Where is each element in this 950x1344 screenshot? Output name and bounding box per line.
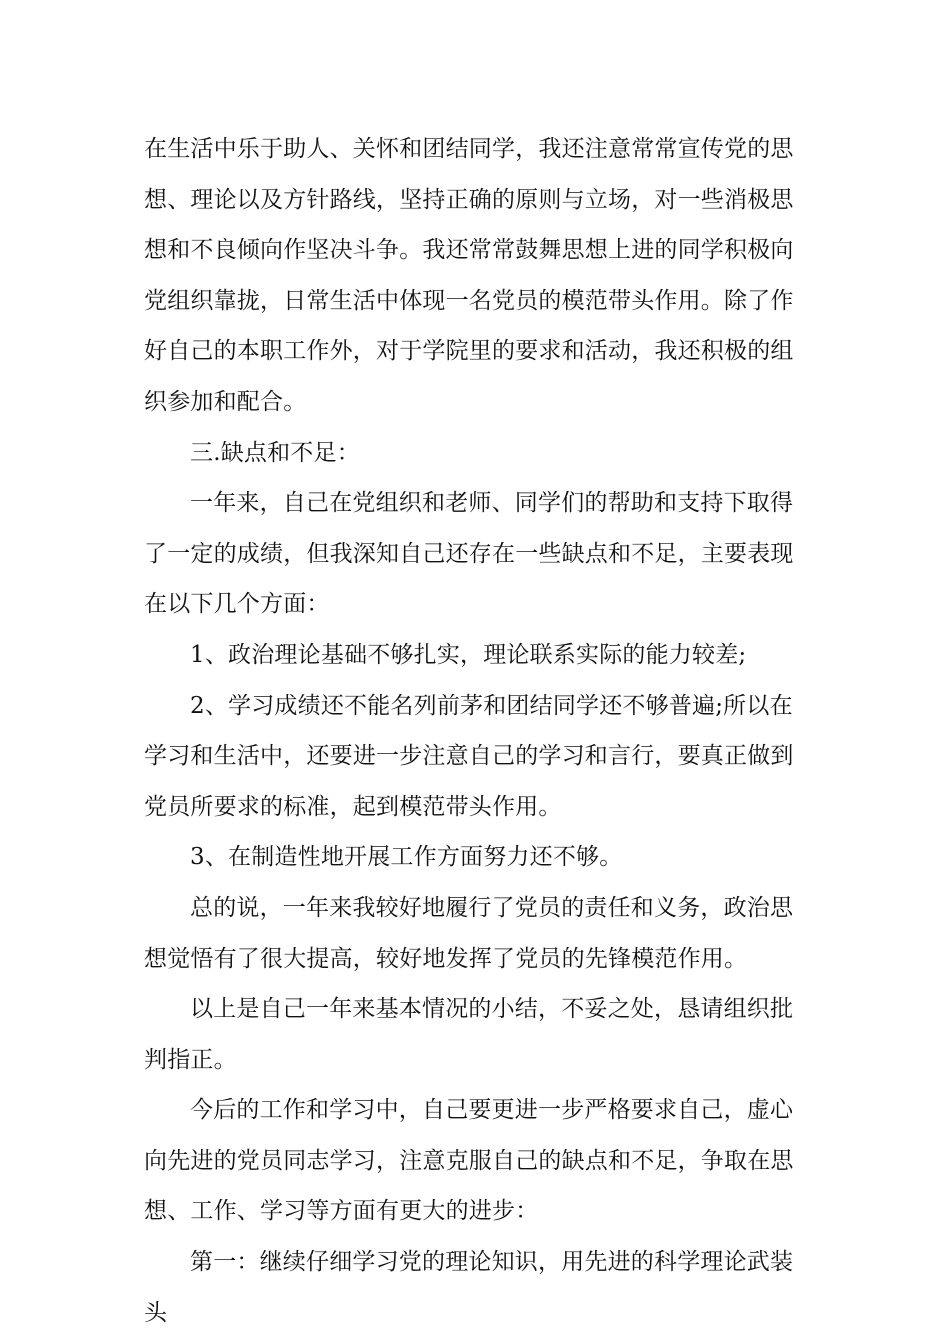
list-item-1: 1、政治理论基础不够扎实，理论联系实际的能力较差; — [190, 641, 747, 668]
list-item-3: 3、在制造性地开展工作方面努力还不够。 — [190, 844, 623, 871]
document-body — [144, 124, 809, 1338]
paragraph-future: 今后的工作和学习中，自己要更进一步严格要求自己，虚心向先进的党员同志学习，注意克服自己的缺点和不足，争取在思想、工作、学习等方面有更大的进步： — [144, 1097, 794, 1225]
paragraph-conclusion: 以上是自己一年来基本情况的小结，不妥之处，恳请组织批判指正。 — [144, 996, 794, 1073]
paragraph-3: 一年来，自己在党组织和老师、同学们的帮助和支持下取得了一定的成绩，但我深知自己还存在一些缺点和不足，主要表现在以下几个方面： — [144, 490, 794, 618]
section-heading-shortcomings: 三.缺点和不足： — [190, 439, 360, 466]
paragraph-1: 在生活中乐于助人、关怀和团结同学，我还注意常常宣传党的思想、理论以及方针路线，坚持正确的原则与立场，对一些消极思想和不良倾向作坚决斗争。我还常常鼓舞思想上进的同学积极向党组织靠拢，日常生活中体现一名党员的模范带头作用。除了作好自己的本职工作外，对于学院里的要求和活动，我还积极的组织参加和配合。 — [144, 136, 794, 415]
paragraph-first-point: 第一：继续仔细学习党的理论知识，用先进的科学理论武装头 — [144, 1249, 794, 1326]
list-item-2: 2、学习成绩还不能名列前茅和团结同学还不够普遍;所以在学习和生活中，还要进一步注意自己的学习和言行，要真正做到党员所要求的标准，起到模范带头作用。 — [144, 692, 794, 820]
paragraph-summary: 总的说，一年来我较好地履行了党员的责任和义务，政治思想觉悟有了很大提高，较好地发挥了党员的先锋模范作用。 — [144, 894, 794, 972]
